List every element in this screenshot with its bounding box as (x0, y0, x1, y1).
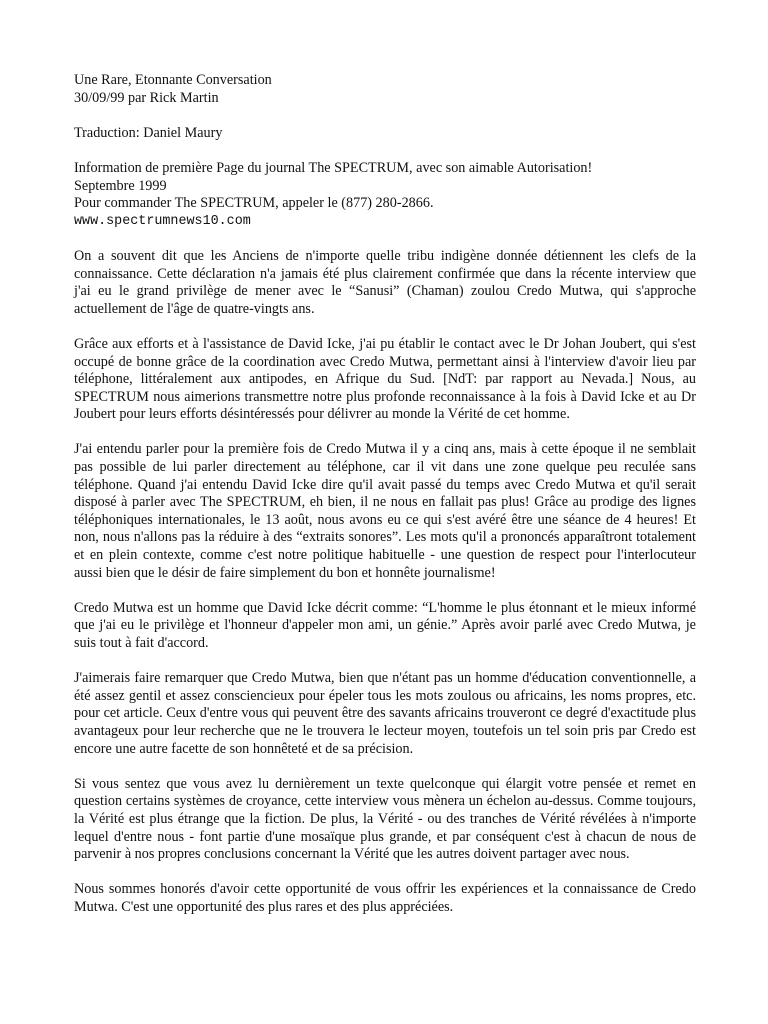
info-line-date: Septembre 1999 (74, 177, 167, 194)
body-paragraph-3: J'ai entendu parler pour la première fois de Credo Mutwa il y a cinq ans, mais à cette époque il ne semblait pas possible de lui parler directement au téléphone, car il vit dans une zone quelque peu reculée sans téléphone. Quand j'ai entendu David Icke dire qu'il avait passé du temps avec Credo Mutwa et qu'il serait disposé à parler avec The SPECTRUM, eh bien, il ne nous en fallait pas plus! Grâce au prodige des lignes téléphoniques internationales, le 13 août, nous avons eu ce qui s'est avéré être une séance de 4 heures! Et non, nous n'allons pas la réduire à des “extraits sonores”. Les mots qu'il a prononcés apparaîtront totalement et en plein contexte, comme c'est notre politique habituelle - une question de respect pour l'interlocuteur aussi bien que le désir de faire simplement du bon et honnête journalisme! (74, 441, 696, 581)
article-title: Une Rare, Etonnante Conversation (74, 72, 272, 88)
info-line-source: Information de première Page du journal The SPECTRUM, avec son aimable Autorisation! (74, 159, 593, 176)
body-paragraph-1: On a souvent dit que les Anciens de n'importe quelle tribu indigène donnée détiennent les clefs de la connaissance. Cette déclaration n'a jamais été plus clairement confirmée que dans la récente interview que j'ai eu le grand privilège de mener avec le “Sanusi” (Chaman) zoulou Credo Mutwa, qui s'approche actuellement de l'âge de quatre-vingts ans. (74, 247, 696, 317)
translation-block (74, 125, 696, 143)
body-paragraph-6: Si vous sentez que vous avez lu dernièrement un texte quelconque qui élargit votre pensée et remet en question certains systèmes de croyance, cette interview vous mènera un échelon au-dessus. Comme toujours, la Vérité est plus étrange que la fiction. De plus, la Vérité - ou des tranches de Vérité révélées à n'importe lequel d'entre nous - font partie d'une mosaïque plus grande, et par conséquent c'est à chacun de nous de parvenir à nos propres conclusions concernant la Vérité que les autres doivent partager avec nous. (74, 775, 696, 863)
info-line-order: Pour commander The SPECTRUM, appeler le (877) 280-2866. (74, 195, 434, 212)
body-paragraph-4: Credo Mutwa est un homme que David Icke décrit comme: “L'homme le plus étonnant et le mieux informé que j'ai eu le privilège et l'honneur d'appeler mon ami, un génie.” Après avoir parlé avec Credo Mutwa, je suis tout à fait d'accord. (74, 599, 696, 651)
body-paragraph-5: J'aimerais faire remarquer que Credo Mutwa, bien que n'étant pas un homme d'éducation conventionnelle, a été assez gentil et assez consciencieux pour épeler tous les mots zoulous ou africains, les noms propres, etc. pour cet article. Ceux d'entre vous qui peuvent être des savants africains trouveront ce degré d'exactitude plus avantageux pour leur recherche que ne le trouvera le lecteur moyen, toutefois un tel soin pris par Credo est encore une autre facette de son honnêteté et de sa précision. (74, 670, 696, 757)
translator-credit: Traduction: Daniel Maury (74, 124, 223, 141)
website-link[interactable]: www.spectrumnews10.com (74, 213, 251, 229)
body-paragraph-2: Grâce aux efforts et à l'assistance de David Icke, j'ai pu établir le contact avec le Dr Johan Joubert, qui s'est occupé de bonne grâce de la coordination avec Credo Mutwa, permettant ainsi à l'interview d'avoir lieu par téléphone, littéralement aux antipodes, en Afrique du Sud. [NdT: par rapport au Nevada.] Nous, au SPECTRUM nous aimerions transmettre notre plus profonde reconnaissance à la fois à David Icke et au Dr Joubert pour leurs efforts désintéressés pour délivrer au monde la Vérité de cet homme. (74, 335, 696, 423)
body-paragraph-7: Nous sommes honorés d'avoir cette opportunité de vous offrir les expériences et la connaissance de Credo Mutwa. C'est une opportunité des plus rares et des plus appréciées. (74, 881, 696, 915)
info-block (74, 160, 696, 230)
header-block (74, 72, 696, 107)
document-page (74, 72, 696, 934)
article-byline: 30/09/99 par Rick Martin (74, 89, 219, 106)
